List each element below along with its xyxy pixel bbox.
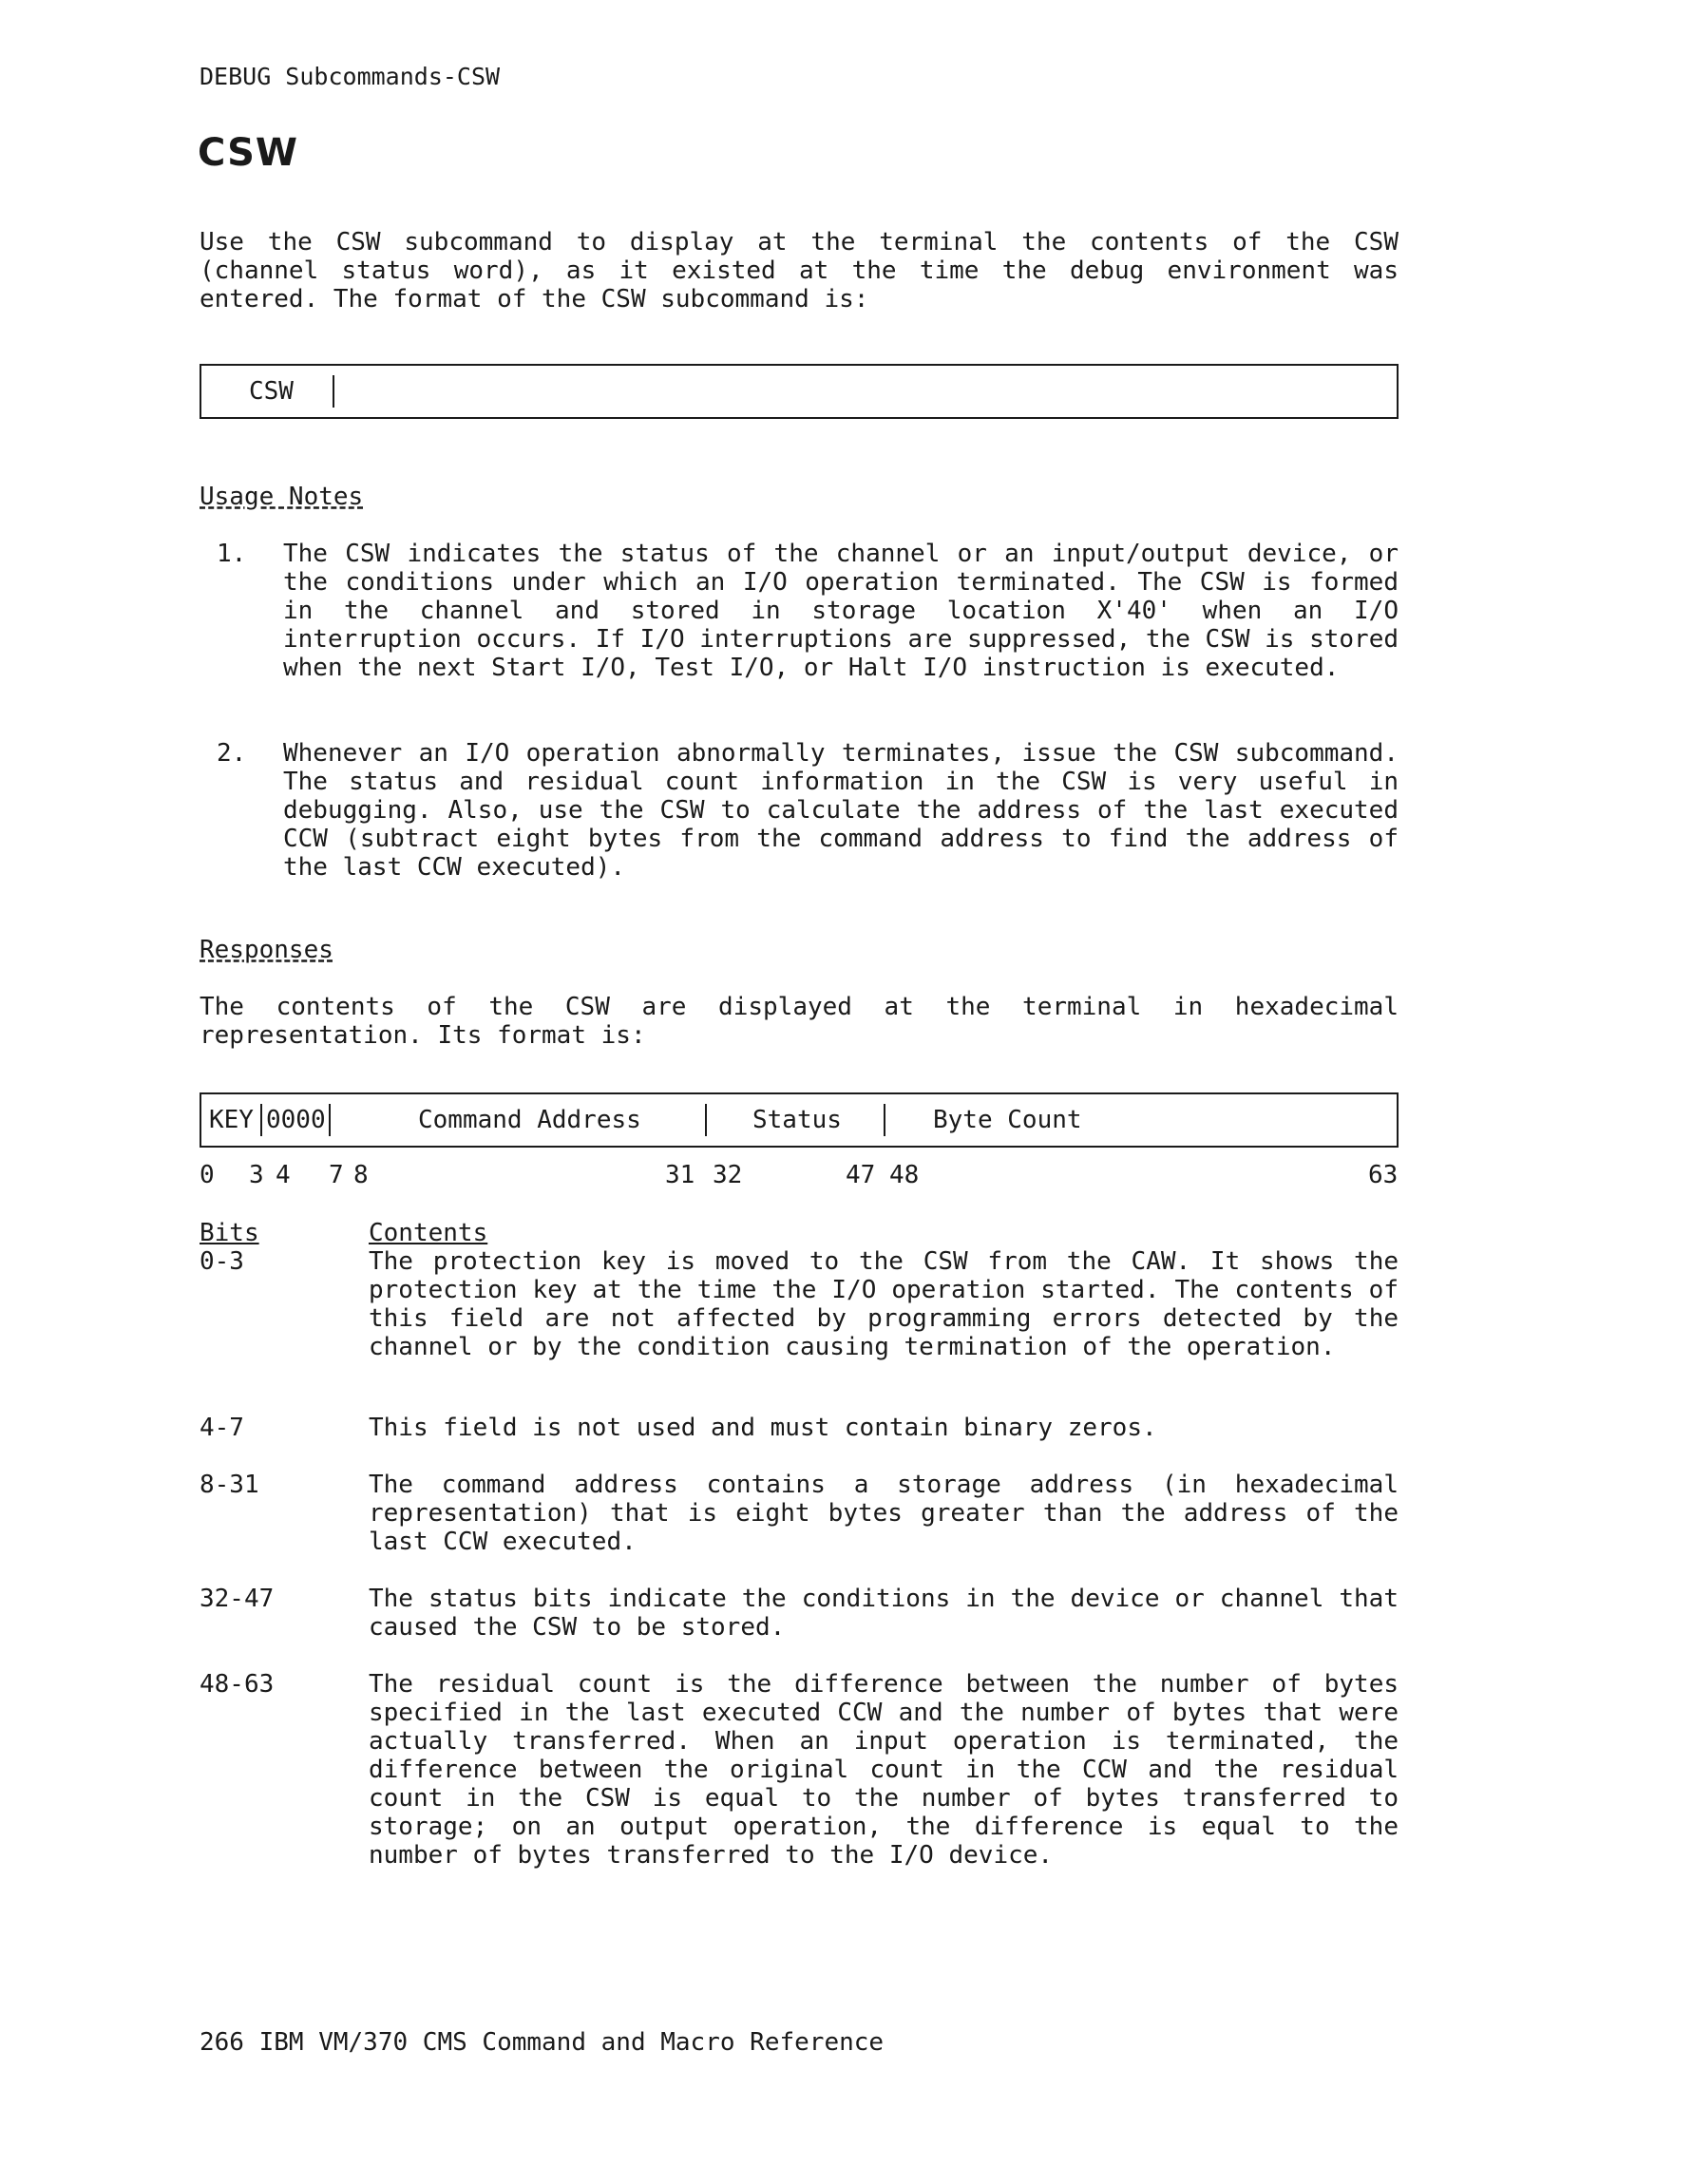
intro-text: Use the CSW subcommand to display at the terminal the contents of the CSW (channel status word), as it existed at the time the debug environment was entered. The format of the CSW subcommand is: <box>200 228 1399 313</box>
definition-bits: 32-47 <box>200 1585 275 1613</box>
bit-scale-label: 47 <box>846 1161 876 1189</box>
field-divider <box>260 1104 262 1136</box>
definition-bits: 8-31 <box>200 1471 259 1499</box>
field-key: KEY <box>209 1106 254 1134</box>
field-zeros: 0000 <box>266 1106 326 1134</box>
bit-scale-label: 63 <box>1368 1161 1399 1189</box>
definition-bits: 48-63 <box>200 1670 275 1699</box>
bit-scale-label: 4 <box>276 1161 291 1189</box>
definition-text: The command address contains a storage address (in hexadecimal representation) that is eight bytes greater than the address of the last CCW executed. <box>369 1471 1399 1556</box>
usage-note-number: 1. <box>217 540 247 568</box>
field-byte-count: Byte Count <box>933 1106 1082 1134</box>
field-divider <box>705 1104 707 1136</box>
bit-scale-label: 8 <box>353 1161 369 1189</box>
definition-text: The residual count is the difference between the number of bytes specified in the last executed CCW and the number of bytes that were actually transferred. When an input operation is terminated, the difference between the original count in the CCW and the residual count in the CSW is equal to the number of bytes transferred to storage; on an output operation, the difference is equal to the number of bytes transferred to the I/O device. <box>369 1670 1399 1870</box>
usage-note-number: 2. <box>217 739 247 768</box>
bit-scale-label: 31 <box>665 1161 695 1189</box>
csw-format-box <box>200 1092 1399 1148</box>
responses-text: The contents of the CSW are displayed at the terminal in hexadecimal representation. Its format is: <box>200 993 1399 1050</box>
syntax-command: CSW <box>249 377 294 406</box>
page-title: CSW <box>198 131 299 175</box>
page-footer: 266 IBM VM/370 CMS Command and Macro Reference <box>200 2028 885 2057</box>
definition-bits: 4-7 <box>200 1414 244 1442</box>
definition-text: The protection key is moved to the CSW from the CAW. It shows the protection key at the time the I/O operation started. The contents of this field are not affected by programming errors detected by the channel or by the condition causing termination of the operation. <box>369 1247 1399 1361</box>
syntax-box <box>200 364 1399 419</box>
usage-note-text: Whenever an I/O operation abnormally terminates, issue the CSW subcommand. The status and residual count information in the CSW is very useful in debugging. Also, use the CSW to calculate the address of the last executed CCW (subtract eight bytes from the command address to find the address of the last CCW executed). <box>283 739 1399 882</box>
field-status: Status <box>752 1106 842 1134</box>
responses-paragraph <box>200 993 1399 1050</box>
usage-notes-heading: Usage Notes <box>200 483 364 511</box>
bit-scale-label: 0 <box>200 1161 215 1189</box>
usage-note-text: The CSW indicates the status of the channel or an input/output device, or the conditions under which an I/O operation terminated. The CSW is formed in the channel and stored in storage location X'40' when an I/O interruption occurs. If I/O interruptions are suppressed, the CSW is stored when the next Start I/O, Test I/O, or Halt I/O instruction is executed. <box>283 540 1399 682</box>
definition-bits: 0-3 <box>200 1247 244 1276</box>
contents-header: Contents <box>369 1219 488 1247</box>
bit-scale-label: 48 <box>889 1161 920 1189</box>
bit-scale <box>200 1161 1399 1189</box>
field-divider <box>329 1104 331 1136</box>
definition-text: The status bits indicate the conditions in the device or channel that caused the CSW to be stored. <box>369 1585 1399 1642</box>
responses-heading: Responses <box>200 936 333 964</box>
bit-scale-label: 32 <box>713 1161 743 1189</box>
bit-scale-label: 7 <box>329 1161 344 1189</box>
field-command-address: Command Address <box>418 1106 641 1134</box>
definition-text: This field is not used and must contain binary zeros. <box>369 1414 1157 1442</box>
intro-paragraph <box>200 228 1399 313</box>
running-head: DEBUG Subcommands-CSW <box>200 63 501 90</box>
bit-scale-label: 3 <box>249 1161 264 1189</box>
syntax-divider <box>333 375 334 408</box>
field-divider <box>884 1104 885 1136</box>
bits-header: Bits <box>200 1219 259 1247</box>
